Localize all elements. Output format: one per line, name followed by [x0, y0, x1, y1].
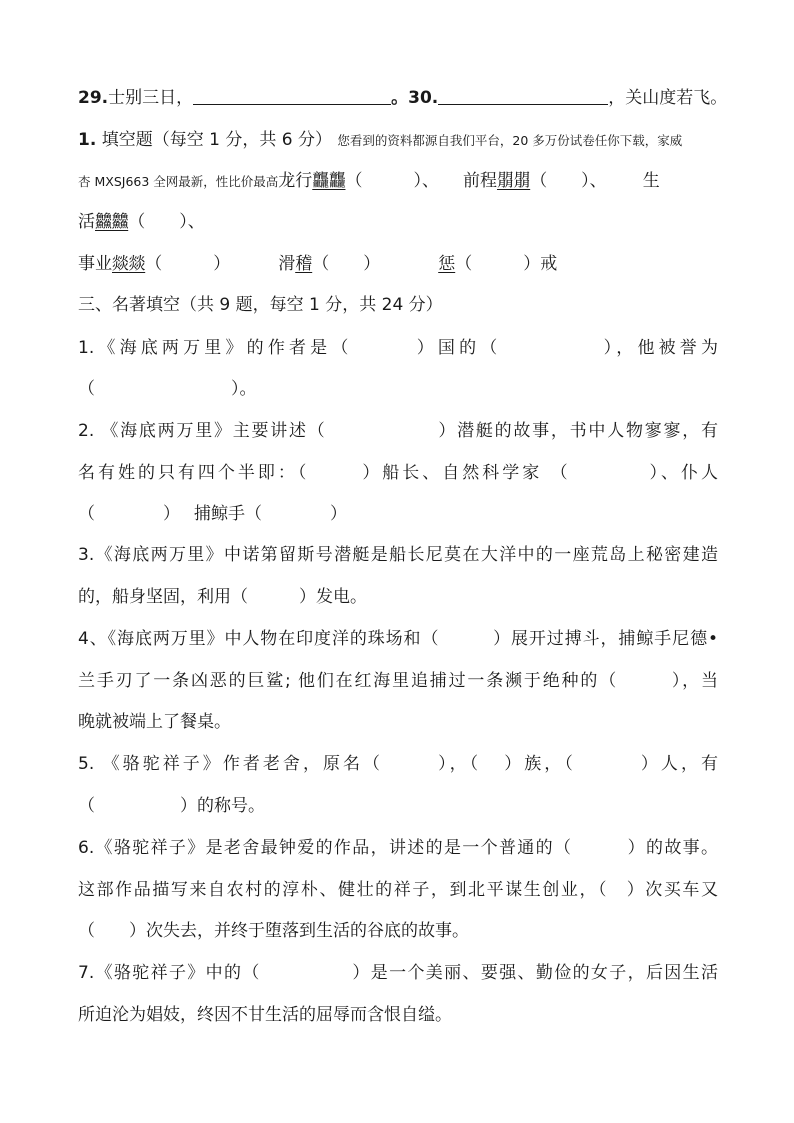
classics-q6-line-3: （ ）次失去，并终于堕落到生活的谷底的故事。 [78, 921, 469, 941]
fill-blank-line-2 [78, 210, 718, 234]
q29-text: 士别三日， [108, 88, 194, 108]
classics-q6-line-2: 这部作品描写来自农村的淳朴、健壮的祥子，到北平谋生创业，（ ）次买车又 [78, 880, 718, 900]
item1-blank[interactable]: （ ）、 [345, 171, 439, 191]
item2-word: 前程 [462, 171, 497, 191]
item3-blank[interactable]: （ ）、 [128, 212, 205, 232]
classics-q7-line-1: 7.《骆驼祥子》中的（ ）是一个美丽、要强、勤俭的女子，后因生活 [78, 963, 718, 983]
item3-word-start: 生 [642, 171, 660, 191]
classics-q2-line-2: 名有姓的只有四个半即：（ ）船长、自然科学家 （ ）、仆人 [78, 463, 719, 483]
classics-q1-line-1: 1.《海底两万里》的作者是（ ）国的（ ），他被誉为 [78, 338, 718, 358]
q30-answer-blank[interactable] [438, 87, 608, 105]
classics-q2-line-1: 2. 《海底两万里》主要讲述（ ）潜艇的故事，书中人物寥寥，有 [78, 421, 719, 441]
question-29-30 [78, 86, 728, 110]
item2-chars: 朤朤 [496, 171, 531, 191]
item4-blank[interactable]: （ ） [145, 254, 231, 274]
section-3-heading: 三、名著填空（共 9 题，每空 1 分，共 24 分） [78, 295, 443, 315]
classics-q3-line-1: 3.《海底两万里》中诺第留斯号潜艇是船长尼莫在大洋中的一座荒岛上秘密建造 [78, 545, 718, 565]
q30-number: 。30. [391, 88, 439, 108]
promo-text-1: 您看到的资料都源自我们平台，20 多万份试卷任你下载，家威 [337, 133, 683, 148]
classics-q4-line-1: 4、《海底两万里》中人物在印度洋的珠场和（ ）展开过搏斗，捕鲸手尼德• [78, 629, 718, 649]
fill-blank-title: 填空题（每空 1 分，共 6 分） [101, 130, 332, 150]
item5-chars: 稽 [295, 254, 313, 274]
item5-word: 滑 [278, 254, 296, 274]
item6-chars: 惩 [438, 254, 456, 274]
classics-q7-line-2: 所迫沦为娼妓，终因不甘生活的屈辱而含恨自缢。 [78, 1005, 452, 1025]
classics-q6-line-1: 6.《骆驼祥子》是老舍最钟爱的作品，讲述的是一个普通的（ ）的故事。 [78, 838, 719, 858]
q29-number: 29. [78, 88, 109, 108]
fill-blank-heading [78, 128, 718, 153]
fill-blank-number: 1. [78, 130, 97, 150]
item6-blank[interactable]: （ ）戒 [455, 254, 558, 274]
classics-q3-line-2: 的，船身坚固，利用（ ）发电。 [78, 587, 367, 607]
promo-text-2: 杏 MXSJ663 全网最新，性比价最高 [78, 174, 279, 189]
classics-q1-line-2: （ ）。 [78, 379, 257, 399]
classics-q4-line-2: 兰手刃了一条凶恶的巨鲨; 他们在红海里追捕过一条濒于绝种的（ ），当 [78, 671, 719, 691]
item1-word: 龙行 [278, 171, 313, 191]
classics-q4-line-3: 晚就被端上了餐桌。 [78, 712, 231, 732]
item4-word: 事业 [78, 254, 112, 274]
classics-q2-line-3: （ ） 捕鲸手（ ） [78, 504, 347, 524]
classics-q5-line-2: （ ）的称号。 [78, 796, 265, 816]
item3-chars: 䲜䲜 [95, 212, 129, 232]
classics-q5-line-1: 5. 《骆驼祥子》作者老舍，原名（ ），（ ）族，（ ）人，有 [78, 754, 718, 774]
item3-word-end: 活 [78, 212, 95, 232]
item5-blank[interactable]: （ ） [312, 254, 381, 274]
item2-blank[interactable]: （ ）、 [530, 171, 607, 191]
fill-blank-line-1 [78, 169, 718, 194]
q29-answer-blank[interactable] [193, 87, 391, 105]
item4-chars: 燚燚 [112, 254, 146, 274]
fill-blank-line-3 [78, 252, 718, 276]
q30-text: ，关山度若飞。 [608, 88, 728, 108]
item1-chars: 龘龘 [312, 171, 346, 191]
